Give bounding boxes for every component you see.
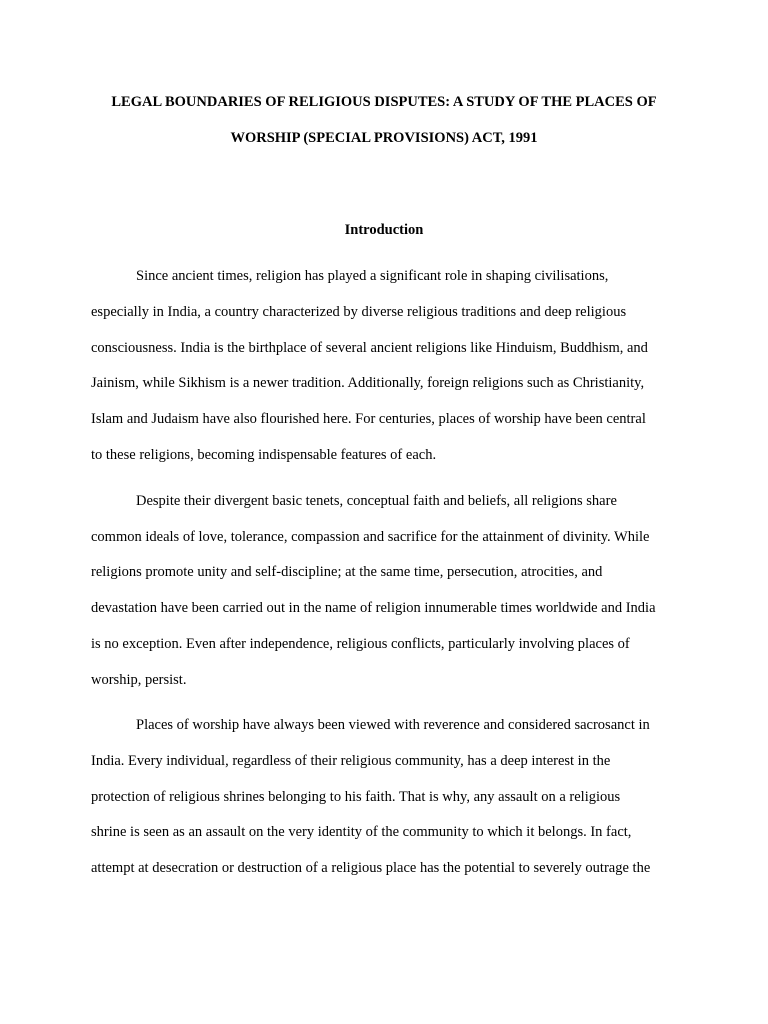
paragraph-1-line-3: consciousness. India is the birthplace of several ancient religions like Hinduism, Buddhism, and [91,340,648,356]
paragraph-3-line-5: attempt at desecration or destruction of a religious place has the potential to severely outrage the [91,860,651,876]
paragraph-2-line-6: worship, persist. [91,672,187,688]
paragraph-1-line-6: to these religions, becoming indispensable features of each. [91,447,437,463]
paragraph-3-line-2: India. Every individual, regardless of their religious community, has a deep interest in the [91,753,611,769]
paragraph-2-line-1: Despite their divergent basic tenets, conceptual faith and beliefs, all religions share [136,493,617,509]
paragraph-2-line-5: is no exception. Even after independence, religious conflicts, particularly involving places of [91,636,630,652]
section-heading: Introduction [344,222,424,238]
paragraph-3-line-4: shrine is seen as an assault on the very identity of the community to which it belongs. In fact, [91,824,632,840]
paragraph-2-line-3: religions promote unity and self-discipline; at the same time, persecution, atrocities, and [91,564,603,580]
paragraph-1-line-4: Jainism, while Sikhism is a newer tradition. Additionally, foreign religions such as Christianity, [91,375,645,391]
paragraph-3-line-3: protection of religious shrines belonging to his faith. That is why, any assault on a religious [91,789,621,805]
document-title-line-1: LEGAL BOUNDARIES OF RELIGIOUS DISPUTES: A STUDY OF THE PLACES OF [111,94,657,110]
document-title-line-2: WORSHIP (SPECIAL PROVISIONS) ACT, 1991 [230,130,538,146]
paragraph-1-line-5: Islam and Judaism have also flourished here. For centuries, places of worship have been central [91,411,646,427]
paragraph-1-line-2: especially in India, a country characterized by diverse religious traditions and deep religious [91,304,627,320]
paragraph-3-line-1: Places of worship have always been viewed with reverence and considered sacrosanct in [136,717,650,733]
paragraph-2-line-4: devastation have been carried out in the name of religion innumerable times worldwide and India [91,600,656,616]
paragraph-2-line-2: common ideals of love, tolerance, compassion and sacrifice for the attainment of divinity. While [91,529,650,545]
paragraph-1-line-1: Since ancient times, religion has played a significant role in shaping civilisations, [136,268,609,284]
